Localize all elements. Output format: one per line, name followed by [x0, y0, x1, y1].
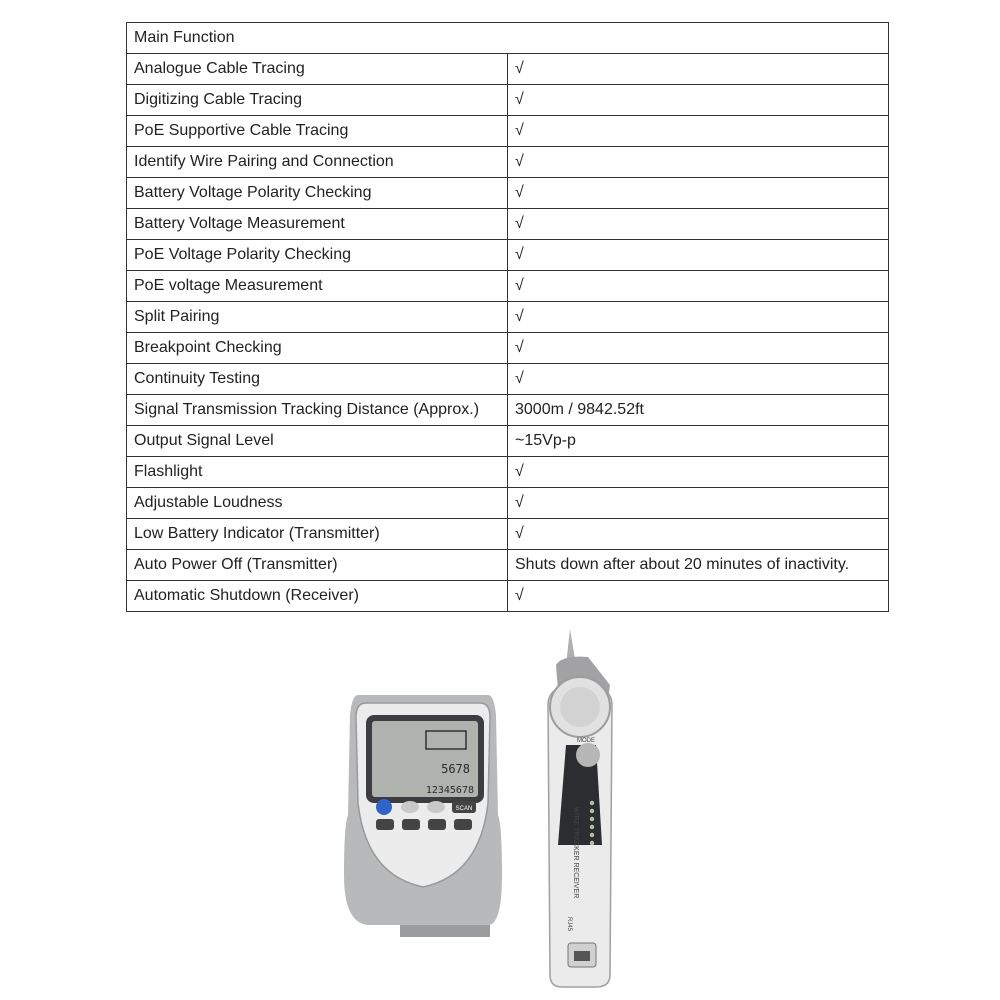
feature-cell: Automatic Shutdown (Receiver) [127, 581, 508, 612]
value-cell: √ [508, 271, 889, 302]
value-cell: √ [508, 178, 889, 209]
table-row [127, 457, 889, 488]
feature-cell: PoE Voltage Polarity Checking [127, 240, 508, 271]
table-row [127, 395, 889, 426]
table-row [127, 240, 889, 271]
feature-cell: Continuity Testing [127, 364, 508, 395]
table-row [127, 116, 889, 147]
value-cell: √ [508, 302, 889, 333]
feature-cell: Low Battery Indicator (Transmitter) [127, 519, 508, 550]
value-cell: √ [508, 240, 889, 271]
table-header: Main Function [127, 23, 889, 54]
feature-cell: PoE voltage Measurement [127, 271, 508, 302]
transmitter-device [344, 695, 502, 937]
mode-button[interactable] [576, 743, 600, 767]
value-cell: √ [508, 364, 889, 395]
button-2[interactable] [401, 801, 419, 813]
button-3[interactable] [427, 801, 445, 813]
table-row [127, 271, 889, 302]
table-header-row [127, 23, 889, 54]
value-cell: √ [508, 488, 889, 519]
product-photo [330, 625, 650, 995]
value-cell: 3000m / 9842.52ft [508, 395, 889, 426]
table-row [127, 178, 889, 209]
value-cell: √ [508, 519, 889, 550]
receiver-device [548, 629, 612, 987]
value-cell: Shuts down after about 20 minutes of inactivity. [508, 550, 889, 581]
scan-button-label: SCAN [455, 806, 473, 812]
spec-table [126, 22, 889, 612]
table-row [127, 54, 889, 85]
feature-cell: Identify Wire Pairing and Connection [127, 147, 508, 178]
port-label: RJ45 [566, 917, 572, 932]
lcd-digits-top: 5678 [441, 762, 470, 776]
feature-cell: Battery Voltage Polarity Checking [127, 178, 508, 209]
table-row [127, 209, 889, 240]
mode-label: MODE [577, 738, 595, 744]
table-row [127, 333, 889, 364]
table-row [127, 364, 889, 395]
value-cell: √ [508, 54, 889, 85]
value-cell: √ [508, 147, 889, 178]
value-cell: √ [508, 85, 889, 116]
value-cell: √ [508, 209, 889, 240]
feature-cell: Signal Transmission Tracking Distance (Approx.) [127, 395, 508, 426]
feature-cell: Output Signal Level [127, 426, 508, 457]
value-cell: √ [508, 457, 889, 488]
feature-cell: Analogue Cable Tracing [127, 54, 508, 85]
button-7[interactable] [428, 819, 446, 830]
value-cell: √ [508, 581, 889, 612]
receiver-vertical-label: WIRE TRACKER RECEIVER [572, 807, 579, 899]
feature-cell: Flashlight [127, 457, 508, 488]
value-cell: ~15Vp-p [508, 426, 889, 457]
button-6[interactable] [402, 819, 420, 830]
table-row [127, 581, 889, 612]
feature-cell: Auto Power Off (Transmitter) [127, 550, 508, 581]
feature-cell: Split Pairing [127, 302, 508, 333]
table-row [127, 302, 889, 333]
table-row [127, 85, 889, 116]
table-row [127, 488, 889, 519]
table-row [127, 147, 889, 178]
feature-cell: Battery Voltage Measurement [127, 209, 508, 240]
feature-cell: Digitizing Cable Tracing [127, 85, 508, 116]
button-5[interactable] [376, 819, 394, 830]
feature-cell: PoE Supportive Cable Tracing [127, 116, 508, 147]
table-row [127, 550, 889, 581]
value-cell: √ [508, 333, 889, 364]
value-cell: √ [508, 116, 889, 147]
lcd-digits-bottom: 12345678 [425, 785, 474, 796]
table-row [127, 426, 889, 457]
feature-cell: Breakpoint Checking [127, 333, 508, 364]
power-button[interactable] [376, 799, 392, 815]
button-8[interactable] [454, 819, 472, 830]
table-row [127, 519, 889, 550]
feature-cell: Adjustable Loudness [127, 488, 508, 519]
